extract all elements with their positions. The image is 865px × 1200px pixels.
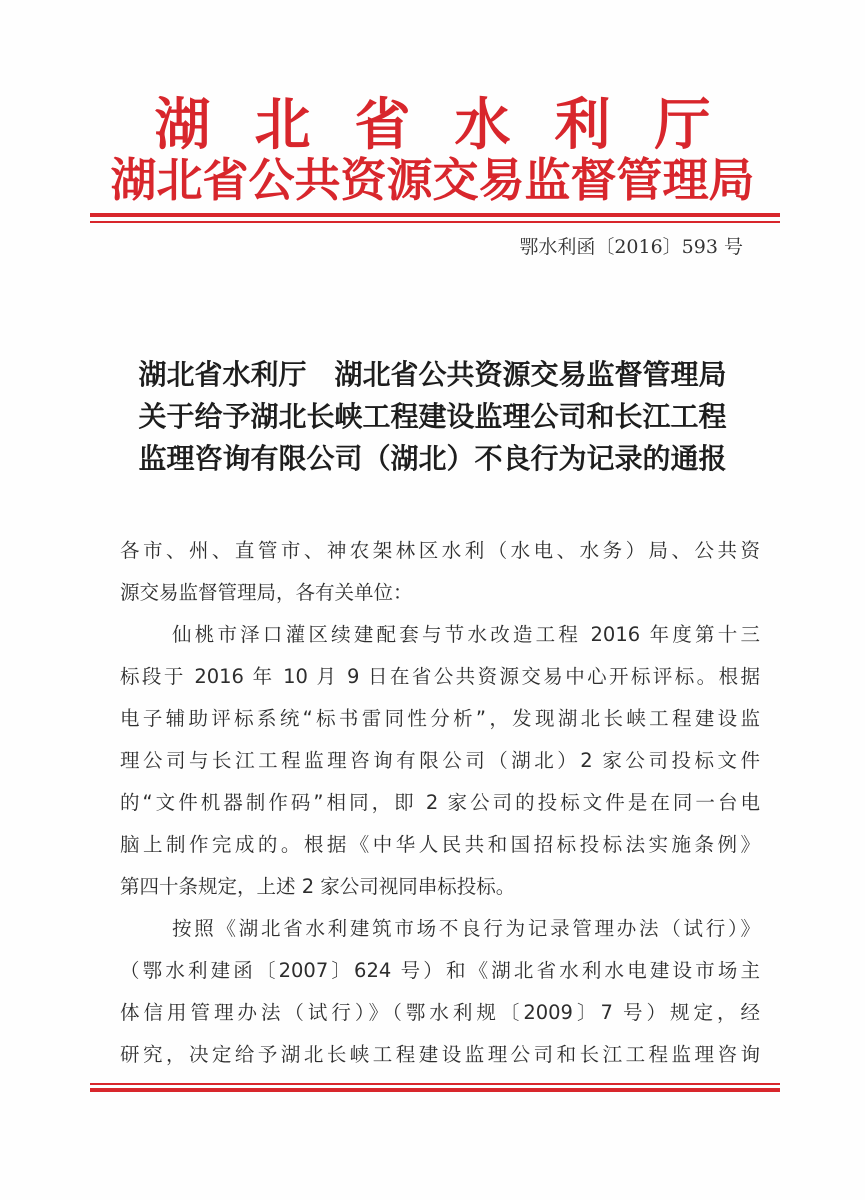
document-title bbox=[0, 354, 865, 480]
header-rule-thick bbox=[90, 213, 780, 217]
issuing-org-1: 湖北省水利厅 bbox=[154, 92, 755, 158]
paragraph-2 bbox=[120, 908, 760, 1076]
footer-rule-thick bbox=[90, 1088, 780, 1092]
paragraph-line: （鄂水利建函〔2007〕624 号）和《湖北省水利水电建设市场主 bbox=[120, 959, 760, 982]
paragraph-line: 的“文件机器制作码”相同，即 2 家公司的投标文件是在同一台电 bbox=[120, 791, 760, 814]
addressee-line: 各市、州、直管市、神农架林区水利（水电、水务）局、公共资 bbox=[120, 539, 760, 562]
paragraph-line: 脑上制作完成的。根据《中华人民共和国招标投标法实施条例》 bbox=[120, 833, 760, 856]
paragraph-line: 研究，决定给予湖北长峡工程建设监理公司和长江工程监理咨询 bbox=[120, 1043, 760, 1066]
paragraph-line: 按照《湖北省水利建筑市场不良行为记录管理办法（试行）》 bbox=[172, 917, 760, 940]
title-line-1: 湖北省水利厅 湖北省公共资源交易监督管理局 bbox=[138, 358, 727, 391]
addressee bbox=[120, 530, 760, 614]
title-line-3: 监理咨询有限公司（湖北）不良行为记录的通报 bbox=[138, 442, 727, 475]
footer-rule-thin bbox=[90, 1083, 780, 1085]
title-line-2: 关于给予湖北长峡工程建设监理公司和长江工程 bbox=[138, 400, 727, 433]
document-number: 鄂水利函〔2016〕593 号 bbox=[519, 236, 743, 258]
addressee-line: 源交易监督管理局，各有关单位： bbox=[120, 581, 413, 604]
header-rule-thin bbox=[90, 221, 780, 223]
paragraph-line: 电子辅助评标系统“标书雷同性分析”，发现湖北长峡工程建设监 bbox=[120, 707, 760, 730]
issuing-org-2: 湖北省公共资源交易监督管理局 bbox=[110, 153, 755, 207]
paragraph-1 bbox=[120, 614, 760, 908]
paragraph-line: 仙桃市泽口灌区续建配套与节水改造工程 2016 年度第十三 bbox=[172, 623, 760, 646]
paragraph-line: 理公司与长江工程监理咨询有限公司（湖北）2 家公司投标文件 bbox=[120, 749, 760, 772]
paragraph-line: 第四十条规定，上述 2 家公司视同串标投标。 bbox=[120, 875, 516, 898]
paragraph-line: 标段于 2016 年 10 月 9 日在省公共资源交易中心开标评标。根据 bbox=[120, 665, 760, 688]
paragraph-line: 体信用管理办法（试行）》（鄂水利规〔2009〕7 号）规定，经 bbox=[120, 1001, 760, 1024]
